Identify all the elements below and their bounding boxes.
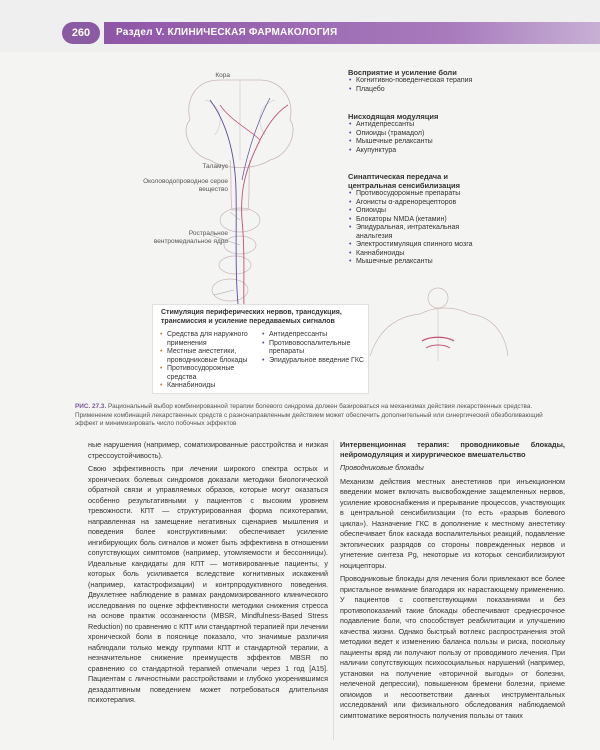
list-item: • Противосудорожные средства	[159, 365, 257, 382]
figure-label: РИС. 27.3.	[75, 403, 107, 410]
box-descending	[348, 112, 478, 155]
list-item: • Когнитивно-поведенческая терапия	[348, 77, 478, 86]
label-periaqueductal: Околоводопроводное серое вещество	[143, 178, 228, 193]
caption-text: Рациональный выбор комбинированной терапии болевого синдрома должен базироваться на механизмах действия лекарственных средства. Применение комбинаций лекарственных средств с разнонаправленным действием может обеспечить дополнительный или синергический обезболивающий эффект и минимизировать число побочных эффектов	[75, 403, 543, 427]
paragraph: ные нарушения (например, соматизированные расстройства и низкая стрессоустойчивость).	[88, 440, 328, 460]
list-item: • Каннабиноиды	[159, 382, 257, 391]
list-item: • Антидепрессанты	[348, 121, 478, 130]
list-item: • Мышечные релаксанты	[348, 138, 478, 147]
left-column	[88, 440, 328, 706]
label-cortex: Кора	[215, 72, 230, 79]
box-perception-title: Восприятие и усиление боли	[348, 68, 457, 77]
box-descending-title: Нисходящая модуляция	[348, 112, 439, 121]
back-figure-illustration	[360, 286, 510, 366]
box-perception	[348, 68, 478, 94]
label-rvm: Ростральное вентромедиальное ядро	[153, 230, 228, 245]
list-item: • Каннабиноиды	[348, 250, 478, 259]
list-item: • Противовоспалительные препараты	[261, 340, 365, 357]
peripheral-left-list	[159, 331, 257, 391]
peripheral-box	[152, 304, 369, 394]
list-item: • Электростимуляция спинного мозга	[348, 241, 478, 250]
page-number: 260	[62, 22, 100, 44]
label-thalamus: Таламус	[202, 163, 228, 170]
section-heading: Интервенционная терапия: проводниковые блокады, нейромодуляция и хирургическое вмешательство	[340, 440, 565, 459]
list-item: • Средства для наружного применения	[159, 331, 257, 348]
paragraph: Механизм действия местных анестетиков при инъекционном введении может включать высвобождение защемленных нервов, усиление кровоснабжения и прерывание процессов, участвующих в центральной сенсибилизации (то есть «разрыв болевого цикла»). Назначение ГКС в дополнение к местному анестетику обеспечивает блок каскада воспалительных реакций, подавление эктопических разрядов со стороны поврежденных нервов и угнетение синтеза Pg, некоторые из которых сенсибилизируют ноцицепторы.	[340, 476, 565, 570]
box-synaptic-title: Синаптическая передача и центральная сенсибилизация	[348, 172, 460, 190]
list-item: • Акупунктура	[348, 147, 478, 156]
list-item: • Эпидуральная, интратекальная анальгезия	[348, 224, 478, 241]
section-title: Раздел V. КЛИНИЧЕСКАЯ ФАРМАКОЛОГИЯ	[104, 22, 600, 44]
list-item: • Мышечные релаксанты	[348, 258, 478, 267]
list-item: • Местные анестетики, проводниковые блокады	[159, 348, 257, 365]
list-item: • Блокаторы NMDA (кетамин)	[348, 216, 478, 225]
list-item: • Эпидуральное введение ГКС	[261, 357, 365, 366]
column-divider	[333, 440, 334, 740]
subsection-heading: Проводниковые блокады	[340, 463, 424, 472]
figure-caption	[75, 403, 565, 429]
peripheral-title: Стимуляция периферических нервов, трансдукция, трансмиссия и усиление передаваемых сигналов	[161, 309, 342, 325]
list-item: • Опиоиды (трамадол)	[348, 130, 478, 139]
paragraph: Свою эффективность при лечении широкого спектра острых и хронических болевых синдромов доказали методики биологической обратной связи и управляемых образов, которые могут оказаться особенно результативными у пациентов с высоким уровнем тревожности. КПТ — структурированная форма психотерапии, направленная на замещение негативных сценариев мышления и поведения более конструктивными: обеспечивает усиление ингибирующих боль сигналов и может быть эффективна в отношении сопутствующих симптомов (например, утомляемости и бессонницы). Идеальные кандидаты для КПТ — мотивированные пациенты, у которых боль усиливается вследствие когнитивных искажений (например, катастрофизации) и контрпродуктивного поведения. Двухлетнее наблюдение в рамках рандомизированного клинического исследования по оценке эффективности методики снижения стресса на основе практик осознанности (MBSR, Mindfulness-Based Stress Reduction) по сравнению с КПТ или стандартной терапией при лечении хронической боли в пояснице показало, что значимые различия наблюдали только между группами КПТ и стандартной терапии, а незначительное снижение преимуществ эффектов MBSR по сравнению со стандартной терапией отмечали через 1 год [A15]. Пациентам с личностными расстройствами и глубоко укоренившимся дезадаптивным поведением может потребоваться длительная психотерапия.	[88, 464, 328, 704]
list-item: • Опиоиды	[348, 207, 478, 216]
list-item: • Противосудорожные препараты	[348, 190, 478, 199]
peripheral-right-list	[261, 331, 365, 365]
list-item: • Агонисты α-адренорецепторов	[348, 199, 478, 208]
box-synaptic	[348, 172, 478, 267]
right-column	[340, 440, 565, 721]
paragraph: Проводниковые блокады для лечения боли привлекают все более пристальное внимание благодаря их нарастающему применению. У пациентов с соответствующими показаниями и без противопоказаний такие блокады обеспечивают среднесрочное подавление боли, что способствует реабилитации и улучшению качества жизни. Однако быстрый вотлекс распространения этой методики ведет к изменению баланса пользы и риска, поскольку пациенты вряд ли получают пользу от проводимого лечения. При наличии сопутствующих психосоциальных нарушений (например, установки на получение «вторичной выгоды» от болезни, нелеченой депрессии), повышенном бремени болезни, приеме опиоидов и несоответствии данных инструментальных исследований или физикального обследования наблюдаемой симптоматике вероятность получения пользы от таких	[340, 574, 565, 720]
page-header	[0, 0, 600, 52]
list-item: • Плацебо	[348, 86, 478, 95]
list-item: • Антидепрессанты	[261, 331, 365, 340]
